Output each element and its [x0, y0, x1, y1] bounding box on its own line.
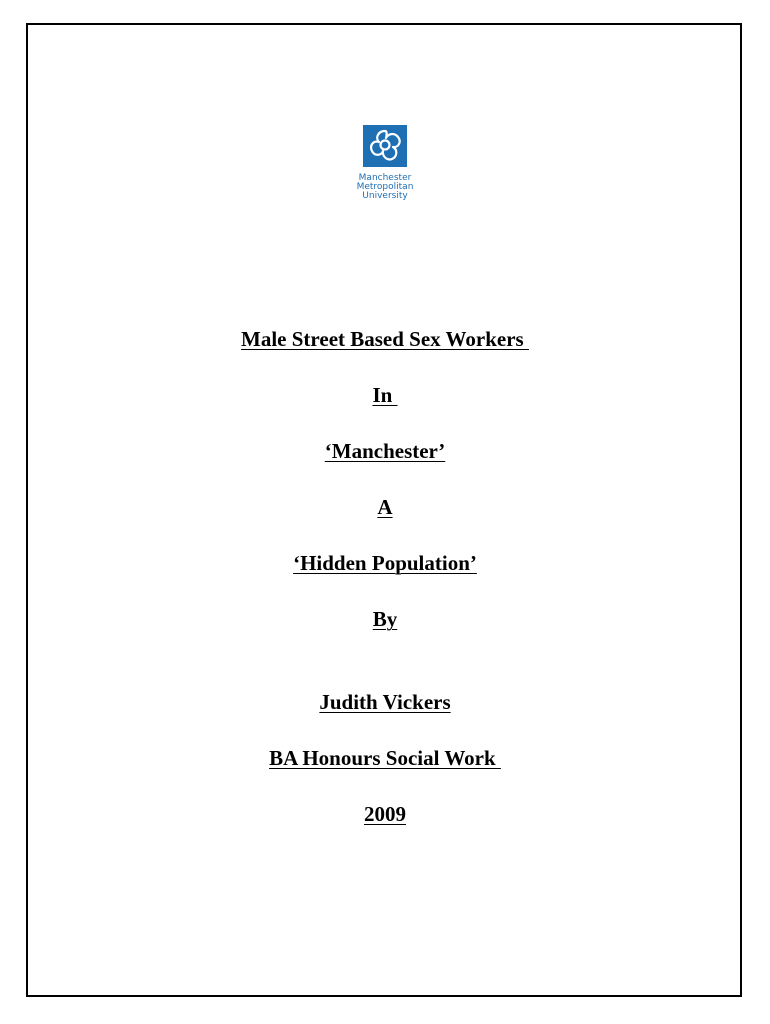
logo-line-manchester: Manchester	[358, 173, 412, 183]
title-line-3: ‘Manchester’	[324, 439, 446, 463]
logo-line-university: University	[362, 191, 408, 201]
course-name: BA Honours Social Work	[269, 746, 501, 770]
university-name	[0, 174, 770, 201]
title-line-4: A	[377, 495, 393, 519]
title-line-1: Male Street Based Sex Workers	[241, 327, 529, 351]
logo-line-metropolitan: Metropolitan	[356, 182, 414, 192]
title-line-5: ‘Hidden Population’	[293, 551, 477, 575]
title-line-6: By	[372, 607, 398, 631]
university-logo	[0, 125, 770, 201]
title-line-2: In	[372, 383, 398, 407]
university-crest-icon	[363, 125, 407, 167]
submission-year: 2009	[364, 802, 406, 826]
author-name: Judith Vickers	[319, 690, 451, 714]
